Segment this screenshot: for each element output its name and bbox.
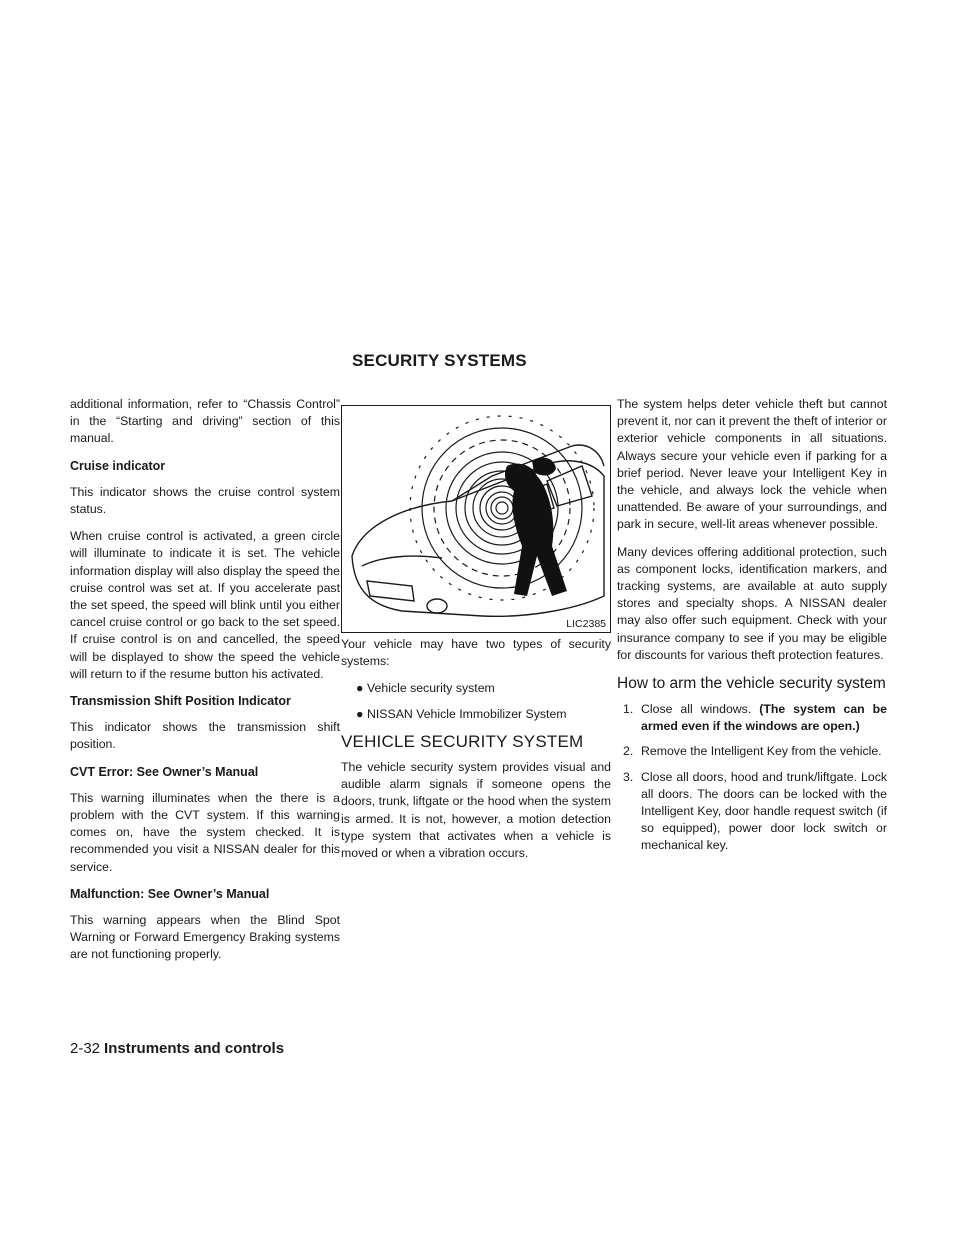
- list-item: ● NISSAN Vehicle Immobilizer System: [341, 706, 611, 723]
- subheading-cruise-indicator: Cruise indicator: [70, 458, 166, 473]
- page-number: 2-32: [70, 1040, 101, 1057]
- paragraph: The system helps deter vehicle theft but cannot prevent it, nor can it prevent the theft of interior or exterior vehicle components in all situations. Always secure your vehicle even if parking for a brief period. Never leave your Intelligent Key in the vehicle, and always lock the vehicle when unattended. Be aware of your surroundings, and park in secure, well-lit areas whenever possible.: [617, 397, 887, 532]
- paragraph: This warning appears when the Blind Spot Warning or Forward Emergency Braking systems are not functioning properly.: [70, 913, 340, 962]
- list-item: 1. Close all windows. (The system can be armed even if the windows are open.): [623, 702, 887, 734]
- security-illustration: [341, 405, 611, 633]
- paragraph: additional information, refer to “Chassis Control” in the “Starting and driving” section of this manual.: [70, 397, 340, 446]
- paragraph: The vehicle security system provides visual and audible alarm signals if someone opens the doors, trunk, liftgate or the hood when the system is armed. It is not, however, a motion detection type system that activates when a vehicle is moved or when a vibration occurs.: [341, 760, 611, 861]
- figure-label: LIC2385: [566, 618, 606, 630]
- paragraph: Your vehicle may have two types of security systems:: [341, 637, 611, 669]
- bullet-icon: ●: [356, 706, 364, 721]
- page-footer: [70, 1040, 284, 1057]
- heading-how-to-arm: How to arm the vehicle security system: [617, 675, 886, 693]
- paragraph: Many devices offering additional protection, such as component locks, identification markers, and tracking systems, are available at auto supply stores and specialty shops. A NISSAN dealer may also offer such equipment. Check with your insurance company to see if you may be eligible for discounts for various theft protection features.: [617, 544, 887, 662]
- heading-vehicle-security-system: VEHICLE SECURITY SYSTEM: [341, 731, 584, 751]
- subheading-malfunction: Malfunction: See Owner’s Manual: [70, 886, 270, 901]
- paragraph: This warning illuminates when the there is a problem with the CVT system. If this warning comes on, have the system checked. It is recommended you visit a NISSAN dealer for this service.: [70, 790, 340, 874]
- paragraph: This indicator shows the transmission shift position.: [70, 720, 340, 752]
- left-column: [70, 396, 340, 974]
- chapter-title: Instruments and controls: [104, 1040, 285, 1057]
- paragraph: This indicator shows the cruise control system status.: [70, 484, 340, 517]
- right-column: [617, 396, 887, 863]
- security-system-list: [341, 680, 611, 722]
- subheading-transmission-indicator: Transmission Shift Position Indicator: [70, 694, 291, 709]
- middle-column: [341, 636, 611, 872]
- list-item: 2. Remove the Intelligent Key from the vehicle.: [623, 744, 882, 759]
- bullet-icon: ●: [356, 681, 364, 696]
- list-item: 3. Close all doors, hood and trunk/liftgate. Lock all doors. The doors can be locked with the Intelligent Key, door handle request switch (if so equipped), power door lock switch or mechanical key.: [623, 769, 887, 853]
- section-title: SECURITY SYSTEMS: [352, 351, 527, 370]
- car-alarm-illustration: [342, 406, 610, 632]
- subheading-cvt-error: CVT Error: See Owner’s Manual: [70, 764, 259, 779]
- arming-steps: [617, 701, 887, 855]
- list-item: ● Vehicle security system: [341, 680, 611, 697]
- paragraph: When cruise control is activated, a green circle will illuminate to indicate it is set. The vehicle information display will also display the speed the cruise control was set at. If you accelerate past the set speed, the speed will blink until you either cancel cruise control or go back to the set speed. If cruise control is on and cancelled, the speed will be displayed to show the speed the vehicle will return to if the resume button his activated.: [70, 529, 340, 681]
